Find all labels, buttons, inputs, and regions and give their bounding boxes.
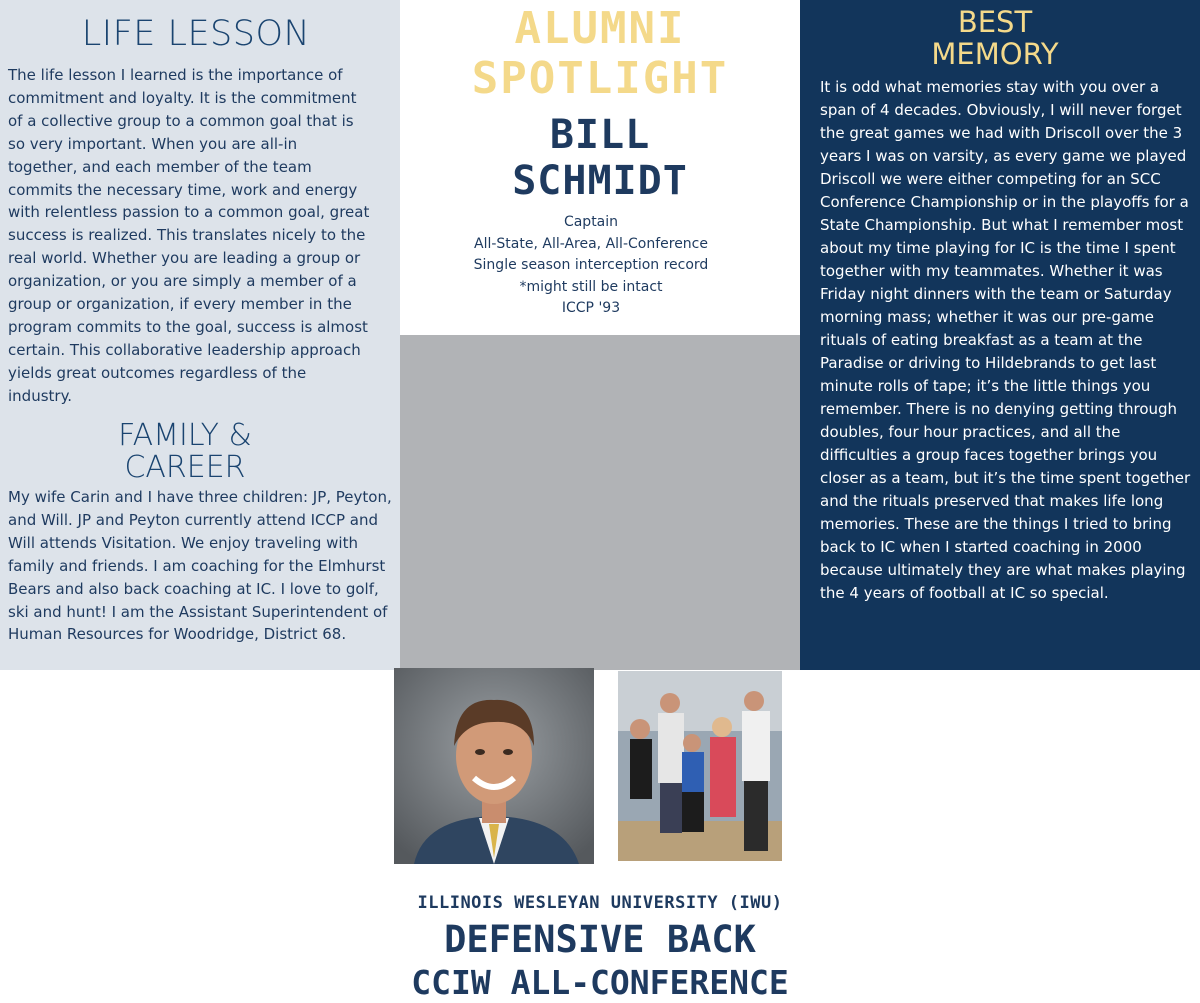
alumni-name [400, 112, 800, 204]
best-memory-heading-line1: BEST [957, 5, 1033, 39]
family-career-heading [0, 420, 370, 484]
alumni-spotlight-title [400, 4, 800, 104]
alumni-first-name: BILL [549, 112, 651, 158]
center-panel [400, 0, 800, 1002]
best-memory-heading [800, 6, 1190, 70]
family-career-text: My wife Carin and I have three children: JP, Peyton, and Will. JP and Peyton currently attend ICCP and Will attends Visitation. We enjoy traveling with family and friends. I am coaching for the Elmhurst Bears and also back coaching at IC. I love to golf, ski and hunt! I am the Assistant Superintendent of Human Resources for Woodridge, District 68. [8, 488, 392, 644]
alumni-last-name: SCHMIDT [512, 158, 688, 204]
college-panel [400, 335, 800, 1002]
headshot-photo [394, 668, 594, 864]
honor-item: All-State, All-Area, All-Conference [474, 235, 708, 252]
college-name: ILLINOIS WESLEYAN UNIVERSITY (IWU) [417, 893, 783, 913]
spotlight-title-line1: ALUMNI [514, 3, 686, 54]
best-memory-heading-line2: MEMORY [931, 37, 1059, 71]
life-lesson-heading: LIFE LESSON [81, 14, 311, 54]
honor-item: *might still be intact [519, 278, 663, 295]
life-lesson-text: The life lesson I learned is the importance of commitment and loyalty. It is the commitment of a collective group to a common goal that is so very important. When you are all-in together, and each member of the team commits the necessary time, work and energy with relentless passion to a common goal, great success is realized. This translates nicely to the real world. Whether you are leading a group or organization, or you are simply a member of a group or organization, if every member in the program commits to the goal, success is almost certain. This collaborative leadership approach yields great outcomes regardless of the industry. [8, 66, 370, 405]
right-panel [800, 0, 1200, 670]
family-photo-illustration [618, 671, 782, 861]
family-career-heading-line1: FAMILY & [118, 418, 252, 453]
honor-item: Captain [563, 214, 619, 230]
headshot-illustration [394, 668, 594, 864]
family-career-heading-line2: CAREER [124, 450, 246, 485]
honor-item: Single season interception record [473, 257, 709, 273]
left-panel [0, 0, 400, 670]
honor-item: ICCP '93 [561, 300, 621, 316]
best-memory-text: It is odd what memories stay with you over a span of 4 decades. Obviously, I will never forget the great games we had with Driscoll over the 3 years I was on varsity, as every game we played Driscoll we were either competing for an SCC Conference Championship or in the playoffs for a State Championship. But what I remember most about my time playing for IC is the time I spent together with my teammates. Whether it was Friday night dinners with the team or Saturday morning mass; whether it was our pre-game rituals of eating breakfast as a team at the Paradise or driving to Hildebrands to get last minute rolls of tape; it’s the little things you remember. There is no denying getting through doubles, four hour practices, and all the difficulties a group faces together brings you closer as a team, but it’s the time spent together and the rituals preserved that makes life long memories. These are the things I tried to bring back to IC when I started coaching in 2000 because ultimately they are what makes playing the 4 years of football at IC so special. [820, 78, 1191, 602]
spotlight-title-line2: SPOTLIGHT [471, 53, 729, 104]
college-position: DEFENSIVE BACK [444, 918, 756, 961]
college-award: CCIW ALL-CONFERENCE [411, 963, 789, 1002]
family-photo [618, 671, 782, 861]
honors-list [400, 212, 782, 320]
